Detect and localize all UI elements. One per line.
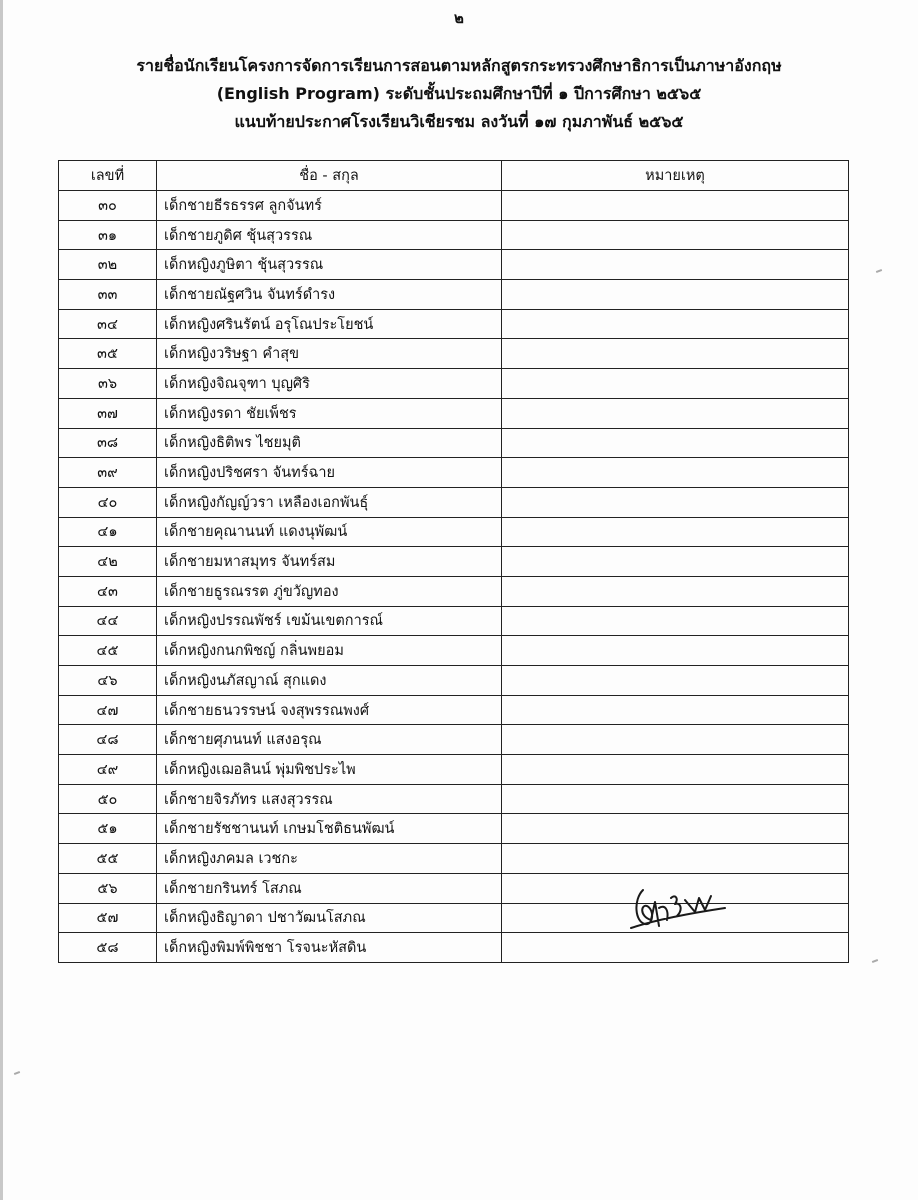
student-number: ๔๕ — [59, 636, 157, 666]
student-name: เด็กหญิงปรรณพัชร์ เขม้นเขตการณ์ — [157, 606, 502, 636]
student-number: ๓๕ — [59, 339, 157, 369]
student-remark — [502, 428, 849, 458]
title-line-3: แนบท้ายประกาศโรงเรียนวิเชียรชม ลงวันที่ ๑๗ กุมภาพันธ์ ๒๕๖๕ — [234, 112, 684, 131]
student-name: เด็กหญิงธิญาดา ปชาวัฒนโสภณ — [157, 903, 502, 933]
student-remark — [502, 369, 849, 399]
table-row — [59, 755, 849, 785]
header-remark: หมายเหตุ — [502, 161, 849, 191]
student-remark — [502, 191, 849, 221]
student-number: ๓๐ — [59, 191, 157, 221]
table-row — [59, 458, 849, 488]
table-row — [59, 844, 849, 874]
student-number: ๕๑ — [59, 814, 157, 844]
student-remark — [502, 576, 849, 606]
student-name: เด็กหญิงพิมพ์พิชชา โรจนะหัสดิน — [157, 933, 502, 963]
student-remark — [502, 725, 849, 755]
student-remark — [502, 844, 849, 874]
scan-speck — [876, 269, 882, 273]
table-row — [59, 428, 849, 458]
table-row — [59, 784, 849, 814]
student-name: เด็กหญิงศรินรัตน์ อรุโณประโยชน์ — [157, 309, 502, 339]
student-remark — [502, 309, 849, 339]
scan-speck — [872, 959, 878, 963]
student-number: ๕๕ — [59, 844, 157, 874]
title-line-1: รายชื่อนักเรียนโครงการจัดการเรียนการสอนตามหลักสูตรกระทรวงศึกษาธิการเป็นภาษาอังกฤษ — [136, 56, 782, 75]
student-number: ๓๑ — [59, 220, 157, 250]
student-number: ๕๖ — [59, 873, 157, 903]
student-name: เด็กหญิงกัญญ์วรา เหลืองเอกพันธุ์ — [157, 487, 502, 517]
student-number: ๓๒ — [59, 250, 157, 280]
student-number: ๕๗ — [59, 903, 157, 933]
student-number: ๓๔ — [59, 309, 157, 339]
handwritten-signature — [625, 880, 735, 940]
student-name: เด็กชายรัชชานนท์ เกษมโชติธนพัฒน์ — [157, 814, 502, 844]
table-row — [59, 606, 849, 636]
student-remark — [502, 458, 849, 488]
table-row — [59, 280, 849, 310]
student-remark — [502, 517, 849, 547]
student-name: เด็กหญิงเฌอลินน์ พุ่มพิชประไพ — [157, 755, 502, 785]
student-number: ๓๘ — [59, 428, 157, 458]
student-name: เด็กหญิงนภัสญาณ์ สุกแดง — [157, 666, 502, 696]
student-number: ๓๓ — [59, 280, 157, 310]
student-number: ๔๒ — [59, 547, 157, 577]
student-remark — [502, 280, 849, 310]
student-remark — [502, 220, 849, 250]
header-name: ชื่อ - สกุล — [157, 161, 502, 191]
student-name: เด็กชายณัฐศวิน จันทร์ดำรง — [157, 280, 502, 310]
table-row — [59, 576, 849, 606]
table-header-row — [59, 161, 849, 191]
table-row — [59, 695, 849, 725]
student-remark — [502, 636, 849, 666]
student-remark — [502, 666, 849, 696]
student-name: เด็กหญิงธิติพร ไชยมุติ — [157, 428, 502, 458]
student-name: เด็กชายธูรณรรต ภู่ขวัญทอง — [157, 576, 502, 606]
table-row — [59, 547, 849, 577]
student-name: เด็กหญิงภูษิตา ชุ้นสุวรรณ — [157, 250, 502, 280]
table-row — [59, 636, 849, 666]
student-remark — [502, 547, 849, 577]
table-row — [59, 725, 849, 755]
student-roster-table — [58, 160, 849, 963]
student-name: เด็กหญิงภคมล เวชกะ — [157, 844, 502, 874]
student-name: เด็กชายกรินทร์ โสภณ — [157, 873, 502, 903]
student-name: เด็กชายธีรธรรศ ลูกจันทร์ — [157, 191, 502, 221]
student-number: ๓๖ — [59, 369, 157, 399]
table-row — [59, 487, 849, 517]
student-remark — [502, 606, 849, 636]
student-remark — [502, 695, 849, 725]
student-name: เด็กชายศุภนนท์ แสงอรุณ — [157, 725, 502, 755]
student-number: ๔๙ — [59, 755, 157, 785]
table-row — [59, 191, 849, 221]
student-number: ๔๓ — [59, 576, 157, 606]
student-remark — [502, 755, 849, 785]
student-name: เด็กหญิงรดา ชัยเพ็ชร — [157, 398, 502, 428]
table-row — [59, 220, 849, 250]
student-remark — [502, 250, 849, 280]
student-number: ๕๘ — [59, 933, 157, 963]
table-row — [59, 339, 849, 369]
table-row — [59, 309, 849, 339]
student-number: ๓๗ — [59, 398, 157, 428]
table-row — [59, 369, 849, 399]
page-number: ๒ — [454, 9, 464, 27]
student-remark — [502, 339, 849, 369]
student-name: เด็กหญิงกนกพิชญ์ กลิ่นพยอม — [157, 636, 502, 666]
table-row — [59, 517, 849, 547]
page-edge — [0, 0, 3, 1200]
student-number: ๔๑ — [59, 517, 157, 547]
student-number: ๔๘ — [59, 725, 157, 755]
header-number: เลขที่ — [59, 161, 157, 191]
student-name: เด็กชายมหาสมุทร จันทร์สม — [157, 547, 502, 577]
student-number: ๕๐ — [59, 784, 157, 814]
student-remark — [502, 487, 849, 517]
student-name: เด็กหญิงปริชศรา จันทร์ฉาย — [157, 458, 502, 488]
table-row — [59, 398, 849, 428]
student-name: เด็กชายธนวรรษน์ จงสุพรรณพงศ์ — [157, 695, 502, 725]
student-name: เด็กชายภูดิศ ชุ้นสุวรรณ — [157, 220, 502, 250]
scan-speck — [14, 1071, 20, 1075]
table-row — [59, 250, 849, 280]
student-number: ๔๖ — [59, 666, 157, 696]
title-line-2: (English Program) ระดับชั้นประถมศึกษาปีที่ ๑ ปีการศึกษา ๒๕๖๕ — [216, 84, 702, 103]
student-number: ๔๗ — [59, 695, 157, 725]
student-name: เด็กชายจิรภัทร แสงสุวรรณ — [157, 784, 502, 814]
student-remark — [502, 814, 849, 844]
table-row — [59, 814, 849, 844]
student-remark — [502, 784, 849, 814]
student-remark — [502, 398, 849, 428]
student-name: เด็กหญิงวริษฐา คำสุข — [157, 339, 502, 369]
student-name: เด็กชายคุณานนท์ แดงนุพัฒน์ — [157, 517, 502, 547]
student-number: ๔๔ — [59, 606, 157, 636]
student-number: ๓๙ — [59, 458, 157, 488]
table-row — [59, 666, 849, 696]
student-name: เด็กหญิงจิณจุฑา บุญศิริ — [157, 369, 502, 399]
student-number: ๔๐ — [59, 487, 157, 517]
